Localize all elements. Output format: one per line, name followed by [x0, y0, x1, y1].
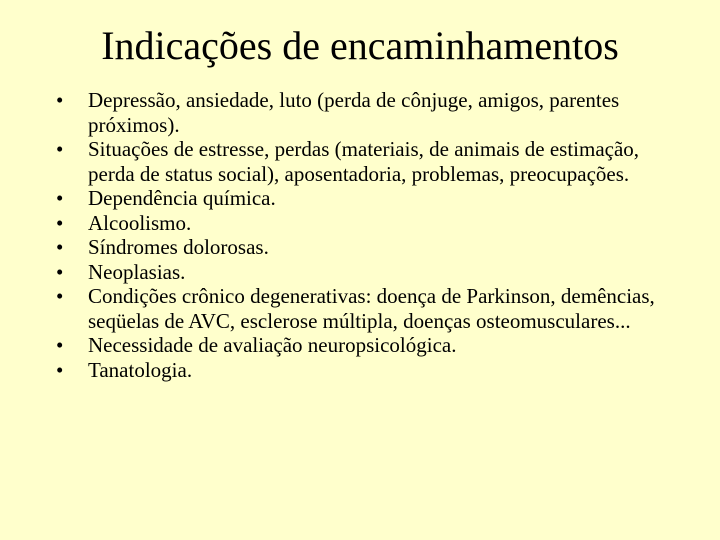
bullet-icon: • [56, 259, 64, 284]
bullet-icon: • [56, 357, 64, 382]
bullet-icon: • [56, 186, 64, 210]
list-item-text: Alcoolismo. [88, 210, 192, 235]
list-item [56, 186, 656, 211]
list-item-text: Depressão, ansiedade, luto (perda de cônjuge, amigos, parentes próximos). [88, 88, 620, 137]
list-item [56, 137, 656, 186]
bullet-list [56, 88, 656, 382]
bullet-icon: • [56, 235, 64, 259]
list-item [56, 358, 656, 383]
list-item-text: Condições crônico degenerativas: doença de Parkinson, demências, seqüelas de AVC, esclerose múltipla, doenças osteomusculares... [88, 284, 655, 333]
list-item [56, 235, 656, 260]
list-item [56, 260, 656, 285]
slide-title: Indicações de encaminhamentos [101, 23, 619, 68]
list-item-text: Neoplasias. [88, 259, 186, 284]
list-item [56, 333, 656, 358]
bullet-icon: • [56, 284, 64, 308]
list-item [56, 211, 656, 236]
bullet-icon: • [56, 137, 64, 161]
list-item-text: Necessidade de avaliação neuropsicológica. [88, 333, 457, 357]
list-item-text: Síndromes dolorosas. [88, 235, 269, 259]
list-item-text: Tanatologia. [88, 357, 193, 382]
list-item [56, 284, 656, 333]
list-item [56, 88, 656, 137]
bullet-icon: • [56, 88, 64, 112]
bullet-icon: • [56, 333, 64, 357]
list-item-text: Dependência química. [88, 186, 276, 210]
bullet-icon: • [56, 210, 64, 235]
list-item-text: Situações de estresse, perdas (materiais, de animais de estimação, perda de status social), aposentadoria, problemas, preocupações. [88, 137, 640, 186]
